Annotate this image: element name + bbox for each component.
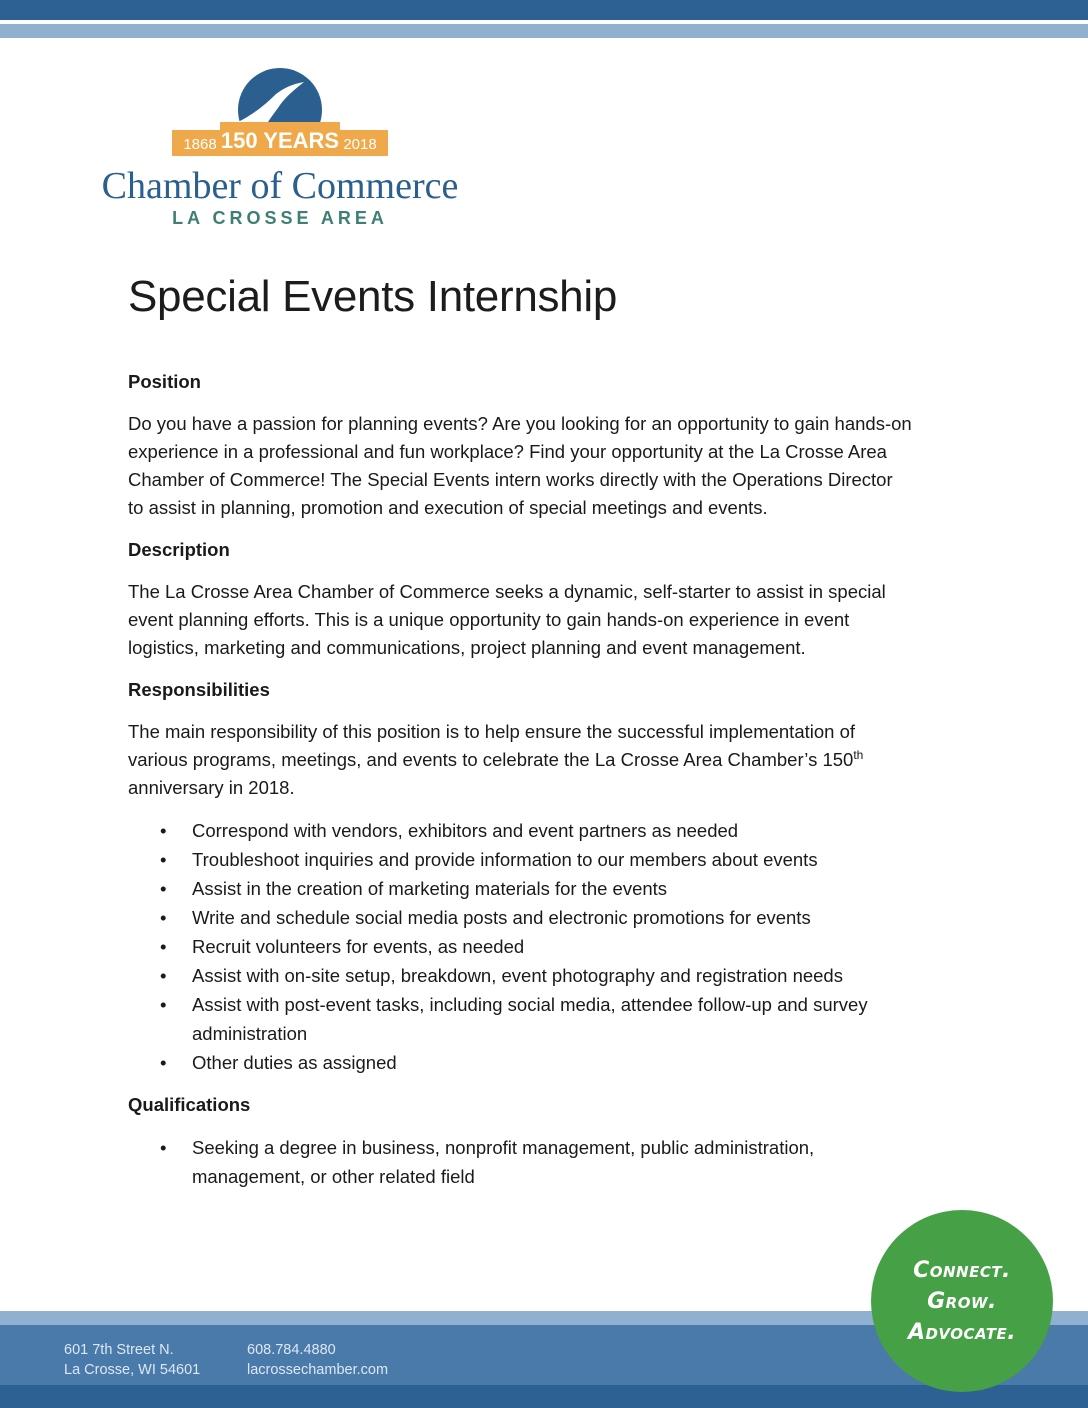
list-item — [128, 1133, 968, 1191]
page-title: Special Events Internship — [128, 272, 618, 321]
position-line: to assist in planning, promotion and execution of special meetings and events. — [128, 497, 768, 518]
bullet-icon: • — [160, 936, 167, 957]
list-item — [128, 990, 968, 1048]
ordinal-suffix: th — [853, 747, 864, 762]
logo-year-start: 1868 — [183, 136, 217, 153]
list-item-text: Seeking a degree in business, nonprofit management, public administration, — [192, 1137, 815, 1158]
list-item — [128, 845, 968, 874]
list-item — [128, 1048, 968, 1077]
description-paragraph — [128, 578, 968, 662]
responsibilities-line: The main responsibility of this position is to help ensure the successful implementation of — [128, 721, 856, 742]
qualifications-list — [128, 1133, 968, 1191]
bullet-icon: • — [160, 907, 167, 928]
responsibilities-list — [128, 816, 968, 1077]
list-item-text: Assist in the creation of marketing materials for the events — [192, 878, 668, 899]
responsibilities-line — [128, 746, 968, 774]
connect-grow-advocate-badge — [871, 1210, 1053, 1392]
top-band-light — [0, 24, 1088, 38]
position-line: Do you have a passion for planning events? Are you looking for an opportunity to gain hands-on — [128, 413, 912, 434]
bullet-icon: • — [160, 1052, 167, 1073]
list-item — [128, 874, 968, 903]
description-line: The La Crosse Area Chamber of Commerce seeks a dynamic, self-starter to assist in special — [128, 581, 886, 602]
list-item-text: Assist with on-site setup, breakdown, event photography and registration needs — [192, 965, 843, 986]
list-item-text: Correspond with vendors, exhibitors and event partners as needed — [192, 820, 739, 841]
position-line: Chamber of Commerce! The Special Events intern works directly with the Operations Director — [128, 469, 893, 490]
top-band-dark — [0, 0, 1088, 20]
list-item-text: Other duties as assigned — [192, 1052, 397, 1073]
logo-org-name: Chamber of Commerce — [101, 165, 459, 207]
description-heading: Description — [128, 539, 230, 560]
position-line: experience in a professional and fun workplace? Find your opportunity at the La Crosse Area — [128, 441, 887, 462]
website-link[interactable]: lacrossechamber.com — [247, 1362, 389, 1378]
list-item — [128, 932, 968, 961]
footer-address — [64, 1340, 200, 1380]
chamber-logo — [101, 64, 459, 230]
footer-band-dark — [0, 1385, 1088, 1408]
list-item-text: Recruit volunteers for events, as needed — [192, 936, 525, 957]
list-item-text: Write and schedule social media posts and electronic promotions for events — [192, 907, 811, 928]
badge-line: Advocate. — [907, 1319, 1017, 1345]
responsibilities-paragraph — [128, 718, 968, 802]
description-line: event planning efforts. This is a unique opportunity to gain hands-on experience in event — [128, 609, 850, 630]
position-heading: Position — [128, 371, 201, 392]
responsibilities-line-text: various programs, meetings, and events to celebrate the La Crosse Area Chamber’s 150 — [128, 749, 854, 770]
phone-number: 608.784.4880 — [247, 1342, 336, 1358]
position-paragraph — [128, 410, 968, 522]
responsibilities-line: anniversary in 2018. — [128, 777, 295, 798]
list-item-text: Troubleshoot inquiries and provide information to our members about events — [192, 849, 818, 870]
list-item-text: Assist with post-event tasks, including social media, attendee follow-up and survey — [192, 994, 868, 1015]
badge-line: Connect. — [913, 1257, 1011, 1283]
list-item-text-continued: administration — [192, 1023, 308, 1044]
bullet-icon: • — [160, 994, 167, 1015]
description-line: logistics, marketing and communications, project planning and event management. — [128, 637, 806, 658]
list-item — [128, 961, 968, 990]
bullet-icon: • — [160, 820, 167, 841]
footer-contact — [247, 1340, 388, 1380]
address-line: 601 7th Street N. — [64, 1342, 174, 1358]
qualifications-heading: Qualifications — [128, 1094, 251, 1115]
logo-org-area: LA CROSSE AREA — [172, 208, 388, 228]
bullet-icon: • — [160, 1137, 167, 1158]
list-item — [128, 816, 968, 845]
document-body — [128, 368, 968, 1205]
bullet-icon: • — [160, 965, 167, 986]
badge-line: Grow. — [927, 1288, 997, 1314]
list-item — [128, 903, 968, 932]
responsibilities-heading: Responsibilities — [128, 679, 270, 700]
bullet-icon: • — [160, 878, 167, 899]
list-item-text-continued: management, or other related field — [192, 1166, 475, 1187]
bullet-icon: • — [160, 849, 167, 870]
logo-year-end: 2018 — [343, 136, 377, 153]
address-line: La Crosse, WI 54601 — [64, 1362, 201, 1378]
logo-anniversary: 150 YEARS — [220, 128, 340, 153]
